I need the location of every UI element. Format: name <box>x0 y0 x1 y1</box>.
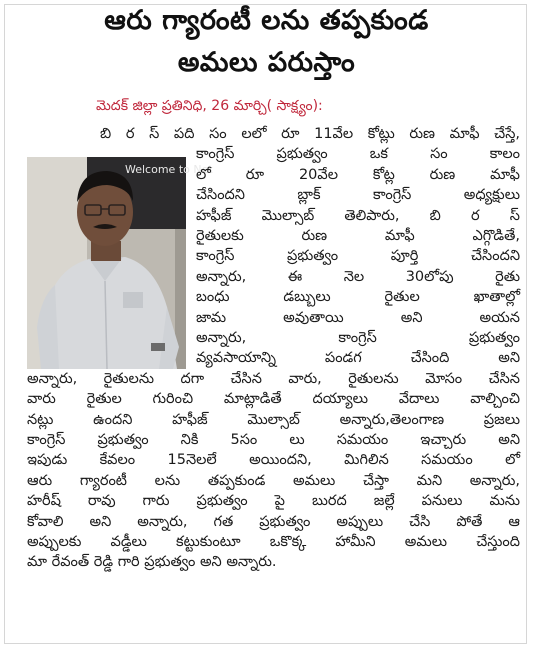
body-line: హఫీజ్ మొల్సాబ్ తెలిపారు, బి ర స్ <box>196 207 520 224</box>
body-line: వ్యవసాయాన్ని పండగ చేసింది అని <box>196 350 520 367</box>
body-line: కాంగ్రెస్ ప్రభుత్వం నికి 5సం లు సమయం ఇచ్చారు అని <box>27 432 520 448</box>
body-line: మా రేవంత్ రెడ్డి గారి ప్రభుత్వం అని అన్నారు. <box>27 554 277 571</box>
dateline: మెదక్ జిల్లా ప్రతినిధి, 26 మార్చి( సాక్ష్యం): <box>96 98 323 114</box>
body-line: లో రూ 20వేల కోట్ల రుణ మాఫీ <box>196 166 520 183</box>
body-line: బి ర స్ పది సం లలో రూ 11వేల కోట్లు రుణ మాఫీ చేస్తే, <box>100 126 520 142</box>
body-line: జామ అవుతాయి అని అయన <box>196 309 520 326</box>
body-line: బంధు డబ్బులు రైతుల ఖాతాల్లో <box>196 289 520 306</box>
body-line: అన్నారు, ఈ నెల 30లోపు రైతు <box>196 268 520 285</box>
body-line: నట్లు ఉందని హఫీజ్ మొల్సాబ్ అన్నారు,తెలంగాణ ప్రజలు <box>27 411 520 428</box>
body-line: వారు రైతుల గురించి మాట్లాడితే దయ్యాలు వేదాలు వాల్చించి <box>27 391 520 408</box>
body-line: చేసిందని బ్లాక్ కాంగ్రెస్ అధ్యక్షులు <box>196 187 520 204</box>
body-line: అన్నారు, రైతులను దగా చేసిన వారు, రైతులను మోసం చేసిన <box>27 370 520 387</box>
body-line: అన్నారు, కాంగ్రెస్ ప్రభుత్వం <box>196 330 520 346</box>
headline-line-1: ఆరు గ్యారంటీ లను తప్పకుండ <box>104 5 429 36</box>
body-line: కోవాలి అని అన్నారు, గత ప్రభుత్వం అప్పులు చేసి పోతే ఆ <box>27 513 520 530</box>
headline-line-2: అమలు పరుస్తాం <box>177 47 356 78</box>
body-line: ఇపుడు కేవలం 15నెలలే అయిందని, మిగిలిన సమయం లో <box>27 452 520 469</box>
reporter-photo <box>27 157 213 369</box>
body-line: హరీష్ రావు గారు ప్రభుత్వం పై బురద జల్లే పనులు మను <box>27 493 520 510</box>
body-line: కాంగ్రెస్ ప్రభుత్వం ఒక సం కాలం <box>196 146 520 163</box>
body-line: రైతులకు రుణ మాఫీ ఎగ్గొడితే, <box>196 228 520 244</box>
body-line: అప్పులకు వడ్డీలు కట్టుకుంటూ ఒకొక్క హామీని అమలు చేస్తుంది <box>27 534 520 550</box>
body-line: ఆరు గ్యారంటీ లను తప్పకుండ అమలు చేస్తా మని అన్నారు, <box>27 472 520 489</box>
photo-sign-text: Welcome to Net <box>125 163 213 176</box>
body-line: కాంగ్రెస్ ప్రభుత్వం పూర్తి చేసిందని <box>196 248 520 265</box>
